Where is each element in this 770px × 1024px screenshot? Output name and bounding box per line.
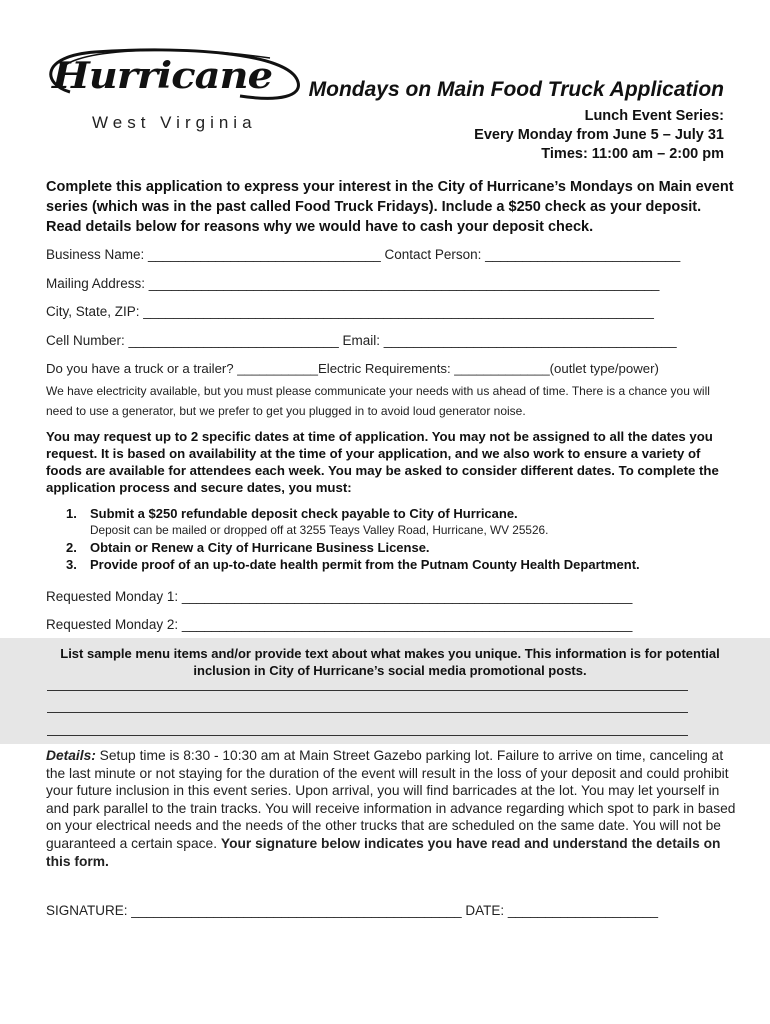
menu-line-2[interactable] (47, 712, 688, 713)
details-label: Details: (46, 748, 96, 763)
step-number: 2. (66, 540, 77, 555)
mailing-address-field[interactable]: Mailing Address: ____________________________________________________________________ (46, 276, 660, 291)
logo-subtitle: West Virginia (92, 113, 257, 132)
city-state-zip-field[interactable]: City, State, ZIP: ____________________________________________________________________ (46, 304, 654, 319)
series-times: Times: 11:00 am – 2:00 pm (541, 146, 724, 162)
menu-line-1[interactable] (47, 690, 688, 691)
list-item (66, 539, 746, 556)
signature-date-field[interactable]: SIGNATURE: ____________________________________________ DATE: ____________________ (46, 903, 659, 918)
step-number: 3. (66, 557, 77, 572)
step-text: Obtain or Renew a City of Hurricane Business License. (90, 540, 430, 555)
steps-list (66, 505, 746, 573)
truck-electric-field[interactable]: Do you have a truck or a trailer? ___________Electric Requirements: _____________(outlet type/power) (46, 361, 659, 376)
details-signature-note: Your signature below indicates you have read and understand the details on this form. (46, 835, 721, 869)
electric-note: We have electricity available, but you must please communicate your needs with us ahead of time. There is a chance you will need to use a generator, but we prefer to get you plugged in to avoid loud generator noise. (46, 384, 710, 418)
list-item (66, 505, 746, 522)
list-item (66, 556, 746, 573)
deposit-note: Deposit can be mailed or dropped off at 3255 Teays Valley Road, Hurricane, WV 25526. (90, 523, 549, 537)
requested-monday-2-field[interactable]: Requested Monday 2: ____________________________________________________________ (46, 617, 633, 632)
step-text: Provide proof of an up-to-date health permit from the Putnam County Health Department. (90, 557, 640, 572)
details-text: Setup time is 8:30 - 10:30 am at Main Street Gazebo parking lot. Failure to arrive on time, canceling at the last minute or not staying for the duration of the event will result in the loss of your deposit and could prohibit your future inclusion in this event series. Upon arrival, you will find barricades at the lot. You may let yourself in and park parallel to the train tracks. You will receive information in advance regarding which spot to park in based on your electrical needs and the needs of the other trucks that are scheduled on the same date. You will not be guaranteed a certain space. (46, 748, 736, 851)
series-dates: Every Monday from June 5 – July 31 (474, 127, 724, 143)
rules-paragraph: You may request up to 2 specific dates at time of application. You may not be assigned to all the dates you request. It is based on availability at the time of your application, and we also work to ensure a variety of foods are available for attendees each week. You may be asked to consider different dates. To complete the application process and secure dates, you must: (46, 429, 719, 495)
details-paragraph (46, 747, 736, 870)
menu-prompt: List sample menu items and/or provide text about what makes you unique. This information is for potential inclusion in City of Hurricane’s social media promotional posts. (60, 646, 720, 678)
step-text: Submit a $250 refundable deposit check payable to City of Hurricane. (90, 506, 518, 521)
requested-monday-1-field[interactable]: Requested Monday 1: ____________________________________________________________ (46, 589, 633, 604)
series-label: Lunch Event Series: (584, 108, 724, 124)
page-title: Mondays on Main Food Truck Application (308, 78, 724, 101)
cell-email-field[interactable]: Cell Number: ____________________________ Email: _______________________________________ (46, 333, 677, 348)
step-number: 1. (66, 506, 77, 521)
logo-wordmark: Hurricane (52, 53, 273, 98)
intro-paragraph: Complete this application to express your interest in the City of Hurricane’s Mondays on Main event series (which was in the past called Food Truck Fridays). Include a $250 check as your deposit. Read details below for reasons why we would have to cash your deposit check. (46, 179, 734, 235)
business-name-field[interactable]: Business Name: _______________________________ Contact Person: __________________________ (46, 247, 681, 262)
hurricane-logo (40, 44, 305, 144)
menu-line-3[interactable] (47, 735, 688, 736)
